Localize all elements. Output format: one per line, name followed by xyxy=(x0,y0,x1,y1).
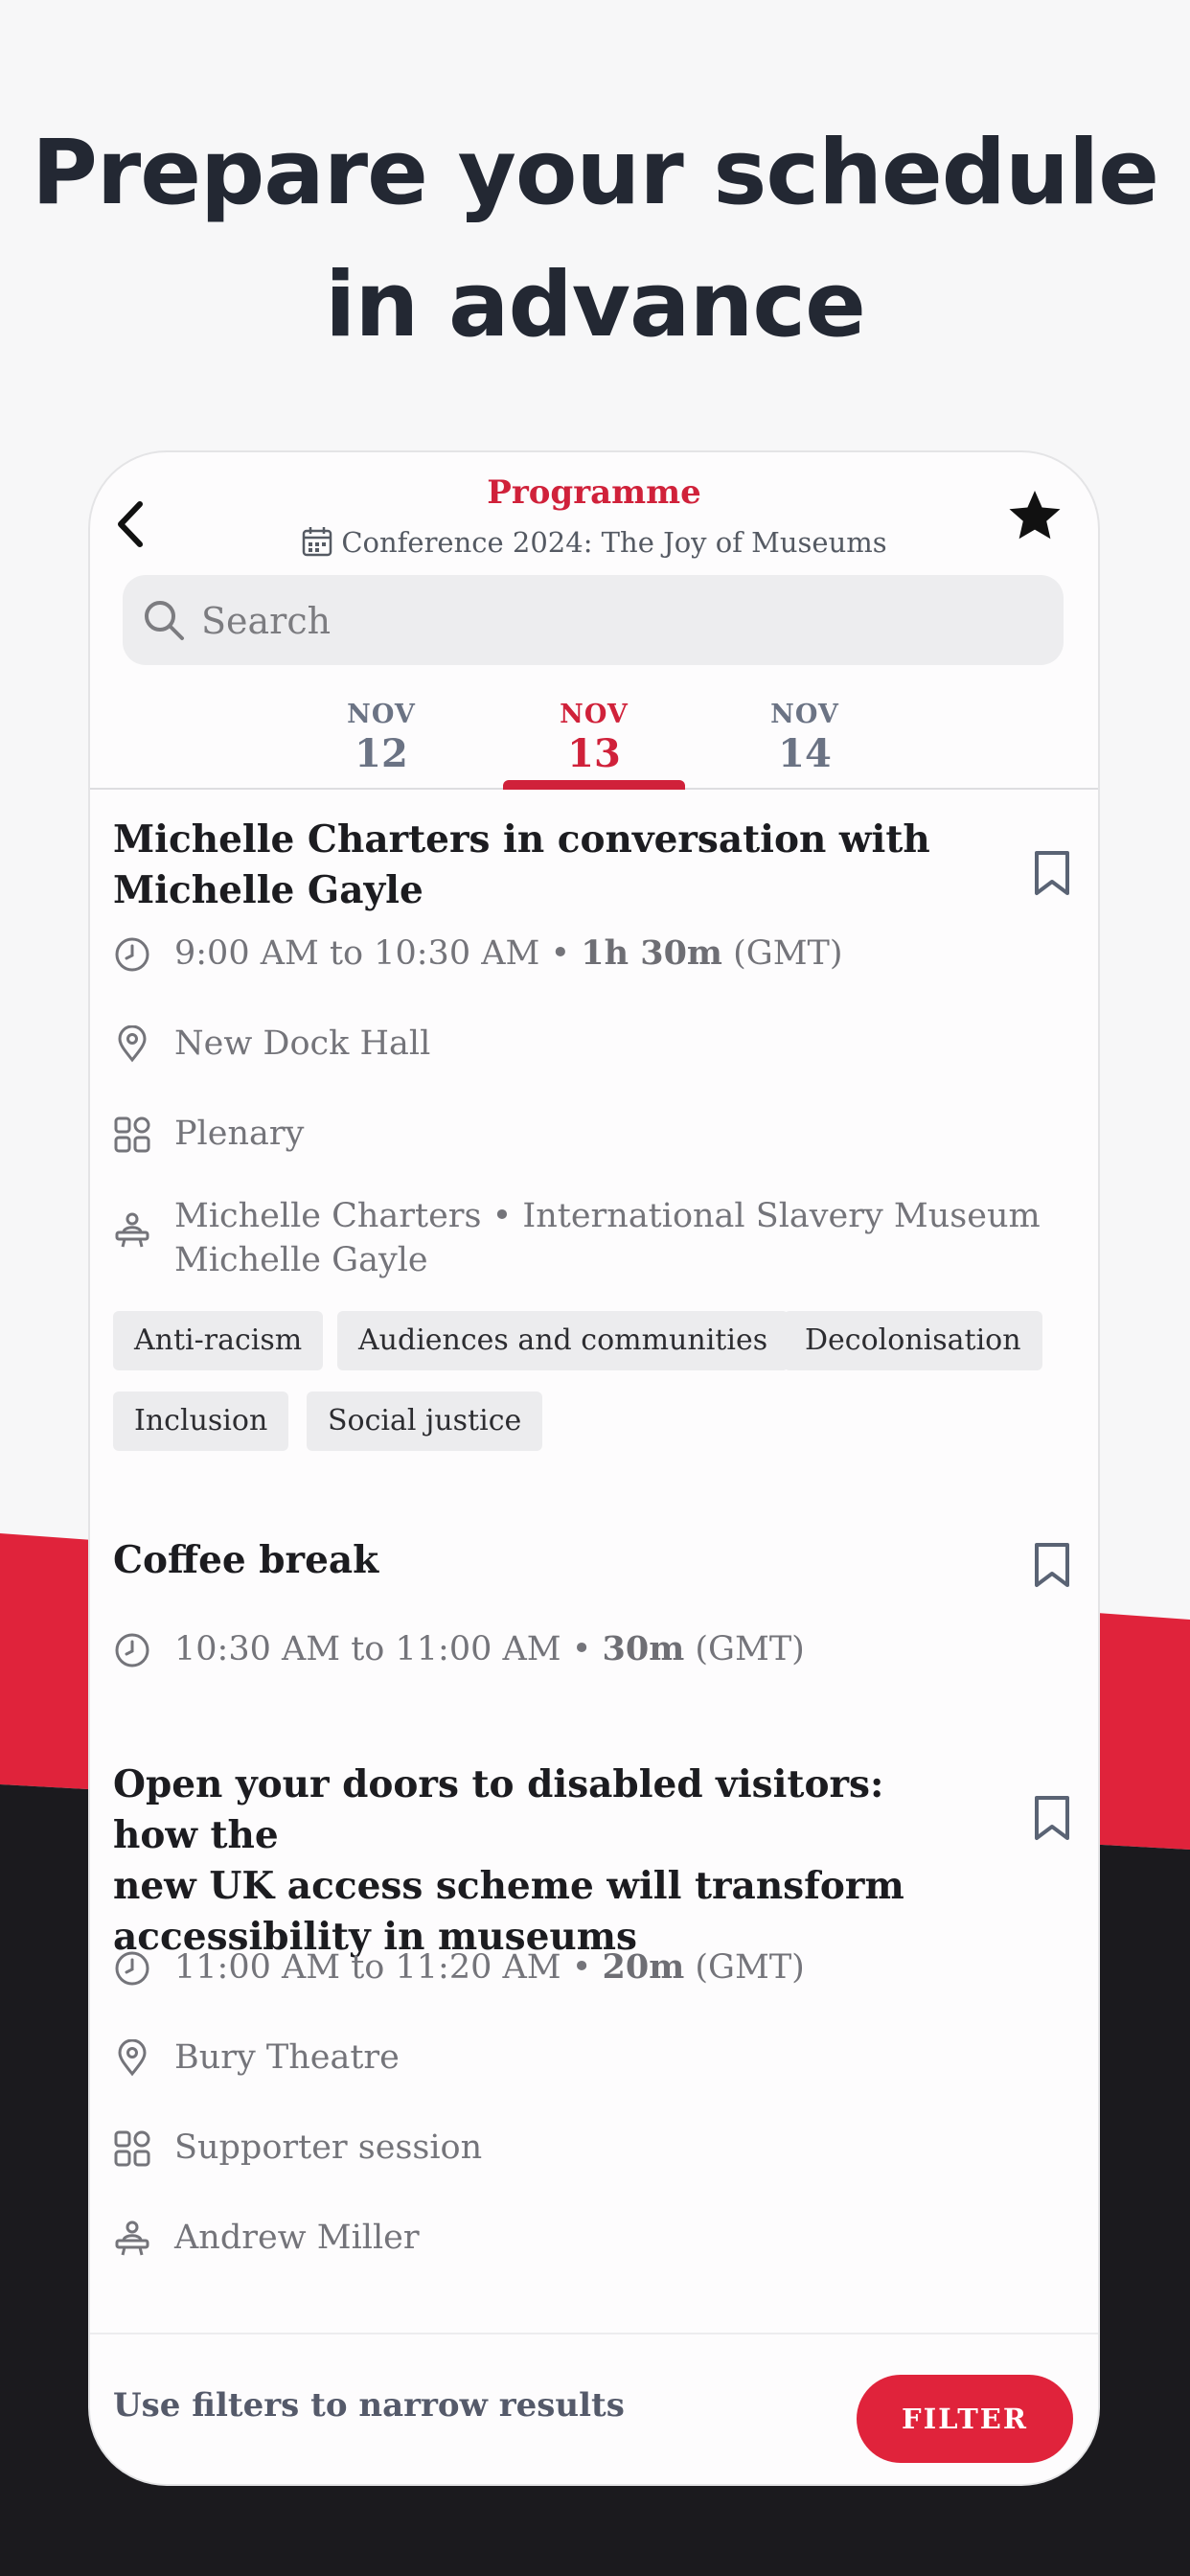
tab-nov-13[interactable] xyxy=(503,700,685,788)
tab-nov-14[interactable] xyxy=(714,700,896,788)
date-tabs xyxy=(90,700,1098,790)
category-grid-icon xyxy=(113,1116,151,1154)
session-title-line: Coffee break xyxy=(113,1538,379,1582)
timezone: (GMT) xyxy=(684,1948,805,1987)
tag-chip[interactable]: Decolonisation xyxy=(784,1311,1042,1370)
time-range: 9:00 AM to 10:30 AM • xyxy=(174,934,582,973)
tab-month: NOV xyxy=(347,700,416,729)
tag-chip[interactable]: Inclusion xyxy=(113,1392,288,1451)
type-text: Plenary xyxy=(174,1115,305,1153)
tab-day: 13 xyxy=(567,731,621,776)
location-pin-icon xyxy=(113,1025,151,1064)
filter-footer xyxy=(90,2333,1098,2484)
time-range: 10:30 AM to 11:00 AM • xyxy=(174,1630,603,1668)
event-name: Conference 2024: The Joy of Museums xyxy=(341,526,887,559)
bookmark-icon[interactable] xyxy=(1031,1794,1073,1842)
tab-day: 14 xyxy=(778,731,832,776)
session-title xyxy=(113,1535,975,1586)
active-tab-indicator xyxy=(503,780,685,790)
speaker-line: Michelle Gayle xyxy=(174,1241,428,1279)
search-icon xyxy=(142,598,186,642)
location-pin-icon xyxy=(113,2039,151,2078)
headline-line-2: in advance xyxy=(325,253,865,357)
tab-day: 12 xyxy=(355,731,408,776)
session-title xyxy=(113,815,975,916)
page-title: Programme xyxy=(487,473,701,512)
session-title-line: new UK access scheme will transform xyxy=(113,1864,904,1908)
speaker-podium-icon xyxy=(113,2220,151,2258)
tab-month: NOV xyxy=(560,700,629,729)
session-title-line: Michelle Gayle xyxy=(113,868,423,912)
calendar-icon xyxy=(301,525,333,558)
speaker-line: Andrew Miller xyxy=(174,2219,420,2257)
location-text: New Dock Hall xyxy=(174,1024,431,1063)
top-bar xyxy=(90,452,1098,673)
timezone: (GMT) xyxy=(721,934,843,973)
search-bar[interactable] xyxy=(123,575,1064,665)
clock-icon xyxy=(113,1631,151,1669)
headline-line-1: Prepare your schedule xyxy=(32,121,1158,225)
search-input[interactable] xyxy=(199,575,970,667)
timezone: (GMT) xyxy=(684,1630,805,1668)
bookmark-icon[interactable] xyxy=(1031,849,1073,897)
speaker-line: Michelle Charters • International Slavery Museum xyxy=(174,1197,1041,1235)
type-text: Supporter session xyxy=(174,2128,483,2167)
tag-chip[interactable]: Anti-racism xyxy=(113,1311,323,1370)
bookmark-icon[interactable] xyxy=(1031,1541,1073,1589)
session-title-line: Open your doors to disabled visitors: how the xyxy=(113,1762,884,1857)
star-icon[interactable] xyxy=(1006,487,1064,544)
tab-month: NOV xyxy=(770,700,839,729)
duration: 20m xyxy=(602,1947,685,1987)
time-range: 11:00 AM to 11:20 AM • xyxy=(174,1948,603,1987)
tag-chip[interactable]: Audiences and communities xyxy=(337,1311,789,1370)
session-title-line: accessibility in museums xyxy=(113,1915,637,1959)
marketing-headline xyxy=(0,107,1190,372)
clock-icon xyxy=(113,1949,151,1988)
category-grid-icon xyxy=(113,2129,151,2168)
duration: 1h 30m xyxy=(581,933,722,973)
tag-chip[interactable]: Social justice xyxy=(307,1392,542,1451)
session-title xyxy=(113,1760,975,1963)
session-title-line: Michelle Charters in conversation with xyxy=(113,817,930,862)
filter-button[interactable]: FILTER xyxy=(857,2375,1073,2463)
duration: 30m xyxy=(602,1629,685,1668)
event-subtitle xyxy=(90,525,1098,559)
speaker-podium-icon xyxy=(113,1211,151,1250)
phone-screen xyxy=(90,452,1098,2484)
tab-nov-12[interactable] xyxy=(290,700,472,788)
filter-hint: Use filters to narrow results xyxy=(113,2386,625,2425)
location-text: Bury Theatre xyxy=(174,2038,400,2077)
clock-icon xyxy=(113,935,151,974)
